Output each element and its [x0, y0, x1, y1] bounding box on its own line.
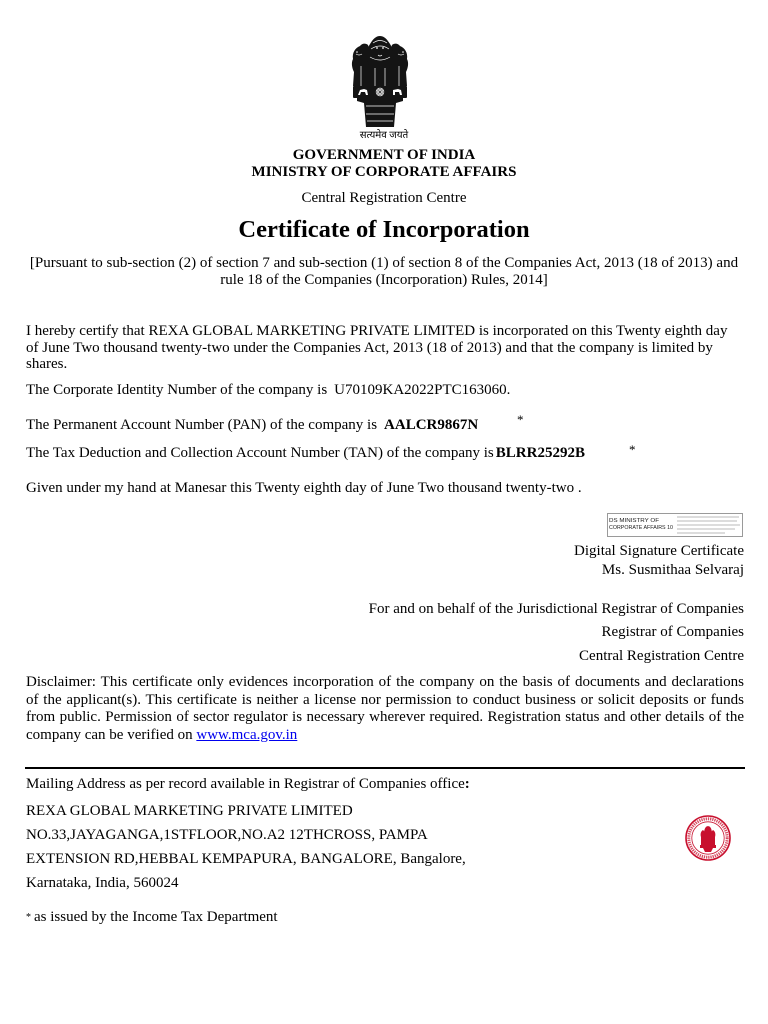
signature-certificate-label: Digital Signature Certificate — [574, 542, 744, 559]
mailing-address — [26, 799, 466, 895]
emblem-motto: सत्यमेव जयते — [359, 130, 409, 141]
section-divider — [25, 767, 745, 769]
cin-row — [26, 382, 510, 399]
disclaimer-line: Disclaimer: This certificate only evidences incorporation of the company on the basis of documents and declarations — [26, 674, 744, 690]
address-line: Karnataka, India, 560024 — [26, 875, 179, 891]
tan-footnote-mark: * — [629, 442, 636, 457]
cin-value: U70109KA2022PTC163060. — [334, 381, 511, 398]
disclaimer-verify-text: company can be verified on — [26, 727, 193, 744]
footnote-text: as issued by the Income Tax Department — [34, 908, 278, 925]
address-line: NO.33,JAYAGANGA,1STFLOOR,NO.A2 12THCROSS, PAMPA — [26, 827, 428, 843]
pan-label: The Permanent Account Number (PAN) of the company is — [26, 416, 378, 433]
stamp-line: DS MINISTRY OF — [609, 518, 660, 524]
mailing-heading-text: Mailing Address as per record available in Registrar of Companies office — [26, 775, 465, 792]
address-line: REXA GLOBAL MARKETING PRIVATE LIMITED — [26, 803, 353, 819]
digital-signature-stamp — [607, 513, 743, 537]
mca-website-link[interactable]: www.mca.gov.in — [196, 727, 298, 744]
ministry-heading: MINISTRY OF CORPORATE AFFAIRS — [251, 163, 517, 180]
certification-line: I hereby certify that REXA GLOBAL MARKETING PRIVATE LIMITED is incorporated on this Twenty eighth day — [26, 322, 728, 339]
mailing-heading — [26, 776, 470, 793]
stamp-line: CORPORATE AFFAIRS 10 — [609, 525, 673, 531]
certification-line: shares. — [26, 355, 68, 372]
tan-row — [26, 445, 585, 462]
pursuant-line: rule 18 of the Companies (Incorporation) Rules, 2014] — [220, 271, 548, 288]
disclaimer-line: from public. Permission of sector regulator is necessary wherever required. Registration status and other details of the — [26, 709, 744, 726]
pan-footnote-mark: * — [517, 412, 524, 427]
mailing-heading-colon: : — [464, 775, 470, 792]
registrar-seal-icon — [684, 814, 732, 862]
tan-value: BLRR25292B — [495, 444, 585, 461]
registrar-centre: Central Registration Centre — [579, 647, 744, 664]
government-heading: GOVERNMENT OF INDIA — [292, 147, 476, 163]
given-statement: Given under my hand at Manesar this Twenty eighth day of June Two thousand twenty-two . — [26, 479, 582, 496]
cin-label: The Corporate Identity Number of the company is — [26, 381, 328, 398]
footnote-mark: * — [26, 912, 31, 923]
registrar-office: Registrar of Companies — [601, 623, 744, 640]
disclaimer — [26, 674, 744, 745]
on-behalf-line: For and on behalf of the Jurisdictional Registrar of Companies — [368, 600, 744, 617]
page-title: Certificate of Incorporation — [238, 216, 530, 243]
national-emblem-icon — [349, 30, 411, 130]
registration-centre: Central Registration Centre — [301, 189, 467, 206]
disclaimer-line: of the applicant(s). This certificate is neither a license nor permission to conduct business or solicit deposits or funds — [26, 691, 744, 708]
pursuant-line: [Pursuant to sub-section (2) of section 7 and sub-section (1) of section 8 of the Companies Act, 2013 (18 of 2013) and — [29, 254, 739, 271]
pan-value: AALCR9867N — [384, 416, 479, 433]
disclaimer-line — [26, 727, 744, 745]
address-line: EXTENSION RD,HEBBAL KEMPAPURA, BANGALORE, Bangalore, — [26, 851, 466, 867]
certification-line: of June Two thousand twenty-two under the Companies Act, 2013 (18 of 2013) and that the company is limited by — [26, 339, 713, 356]
pan-row — [26, 417, 478, 434]
signatory-name: Ms. Susmithaa Selvaraj — [601, 561, 744, 578]
tan-label: The Tax Deduction and Collection Account Number (TAN) of the company is — [26, 444, 494, 461]
